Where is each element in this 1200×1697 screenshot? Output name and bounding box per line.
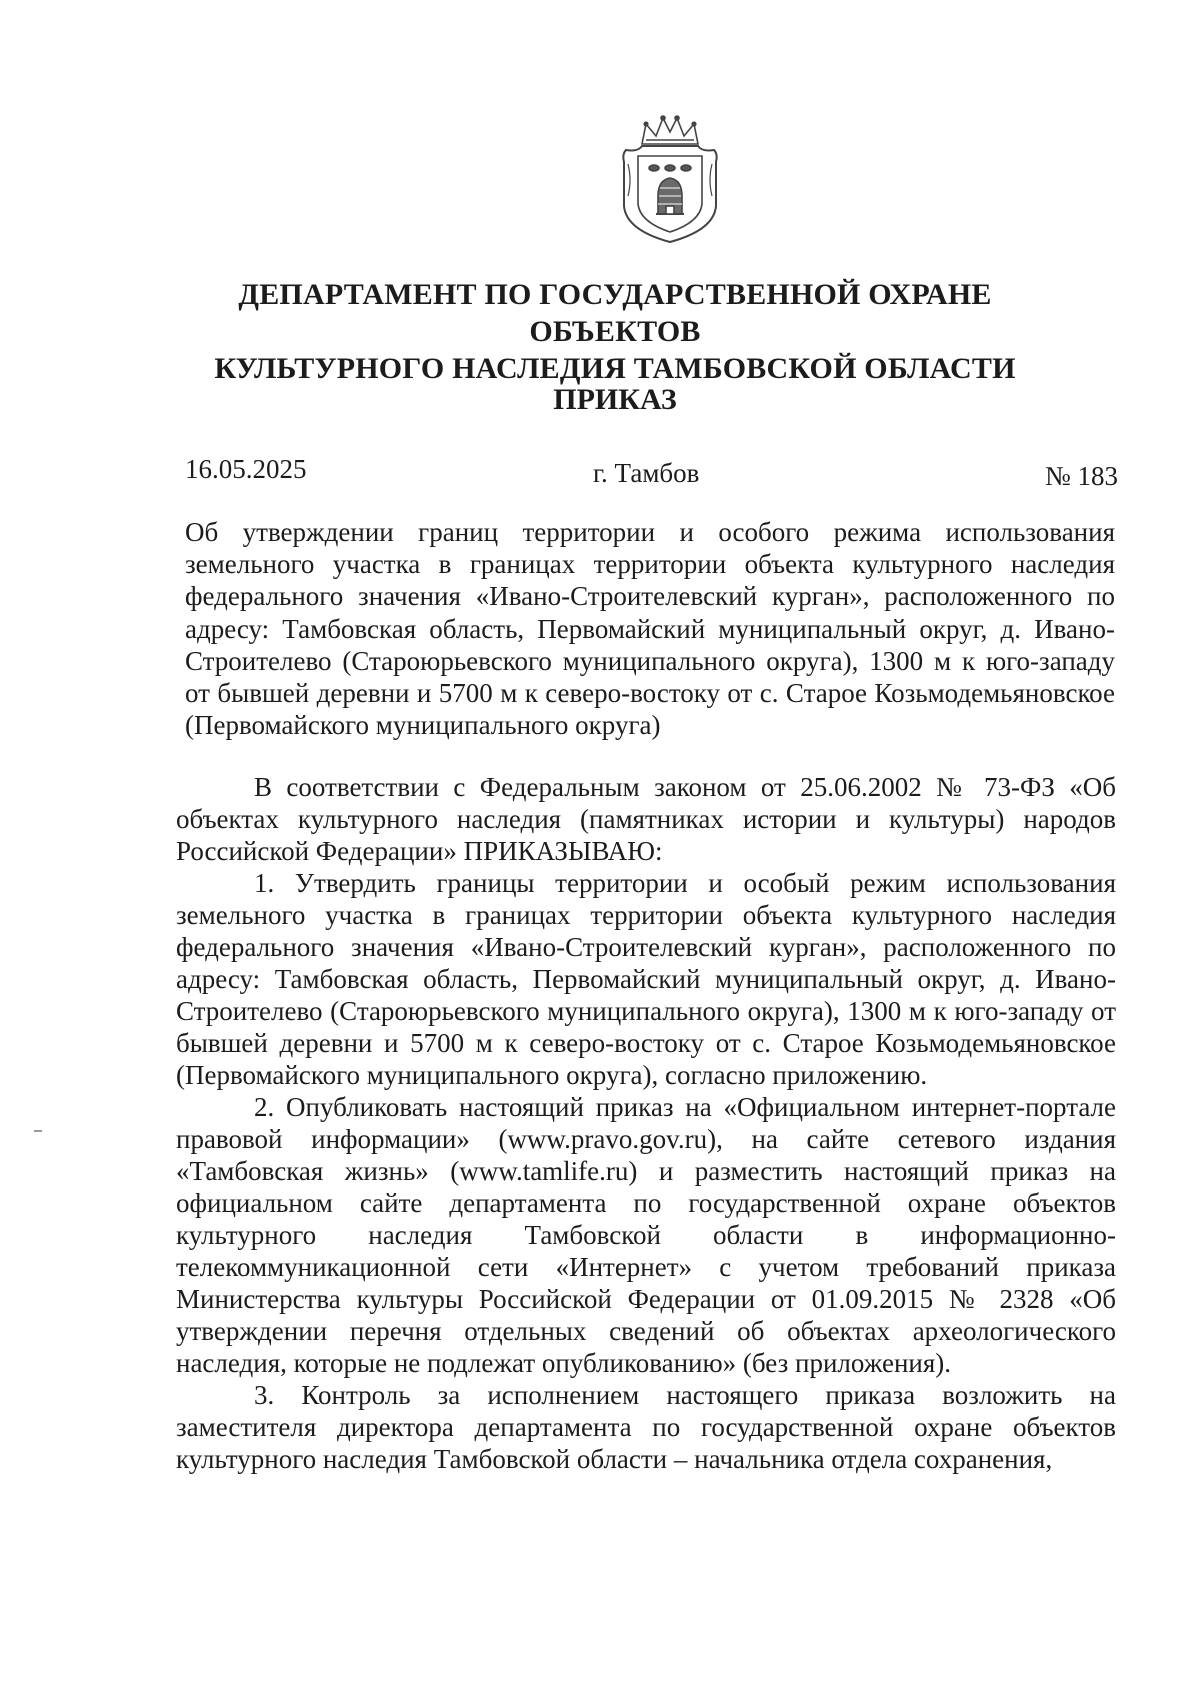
order-subject: Об утверждении границ территории и особого режима использования земельного участка в границах территории объекта культурного наследия федерального значения «Ивано-Строителевский курган», расположенного по адресу: Тамбовская область, Первомайский муниципальный округ, д. Ивано-Строителево (Староюрьевского муниципального округа), 1300 м к юго-западу от бывшей деревни и 5700 м к северо-востоку от с. Старое Козьмодемьяновское (Первомайского муниципального округа) xyxy=(185,517,1115,741)
order-item: 1. Утвердить границы территории и особый режим использования земельного участка в границах территории объекта культурного наследия федерального значения «Ивано-Строителевский курган», расположенного по адресу: Тамбовская область, Первомайский муниципальный округ, д. Ивано-Строителево (Староюрьевского муниципального округа), 1300 м к юго-западу от бывшей деревни и 5700 м к северо-востоку от с. Старое Козьмодемьяновское (Первомайского муниципального округа), согласно приложению. xyxy=(176,868,1116,1090)
department-title xyxy=(170,276,1060,387)
document-type: ПРИКАЗ xyxy=(553,383,677,416)
order-body xyxy=(176,771,1116,1475)
order-city: г. Тамбов xyxy=(593,458,700,488)
order-date: 16.05.2025 xyxy=(185,454,307,484)
department-title-line: КУЛЬТУРНОГО НАСЛЕДИЯ ТАМБОВСКОЙ ОБЛАСТИ xyxy=(214,352,1016,385)
scan-mark xyxy=(34,1130,42,1132)
order-number: № 183 xyxy=(1045,461,1119,491)
order-preamble: В соответствии с Федеральным законом от 25.06.2002 № 73-ФЗ «Об объектах культурного наследия (памятниках истории и культуры) народов Российской Федерации» ПРИКАЗЫВАЮ: xyxy=(176,772,1116,866)
order-item: 2. Опубликовать настоящий приказ на «Официальном интернет-портале правовой информации» (www.pravo.gov.ru), на сайте сетевого издания «Тамбовская жизнь» (www.tamlife.ru) и разместить настоящий приказ на официальном сайте департамента по государственной охране объектов культурного наследия Тамбовской области в информационно-телекоммуникационной сети «Интернет» с учетом требований приказа Министерства культуры Российской Федерации от 01.09.2015 № 2328 «Об утверждении перечня отдельных сведений об объектах археологического наследия, которые не подлежат опубликованию» (без приложения). xyxy=(176,1092,1116,1378)
department-title-line: ДЕПАРТАМЕНТ ПО ГОСУДАРСТВЕННОЙ ОХРАНЕ ОБЪЕКТОВ xyxy=(238,278,992,348)
tambov-coat-of-arms-icon xyxy=(612,110,728,246)
order-item: 3. Контроль за исполнением настоящего приказа возложить на заместителя директора департамента по государственной охране объектов культурного наследия Тамбовской области – начальника отдела сохранения, xyxy=(176,1380,1116,1474)
